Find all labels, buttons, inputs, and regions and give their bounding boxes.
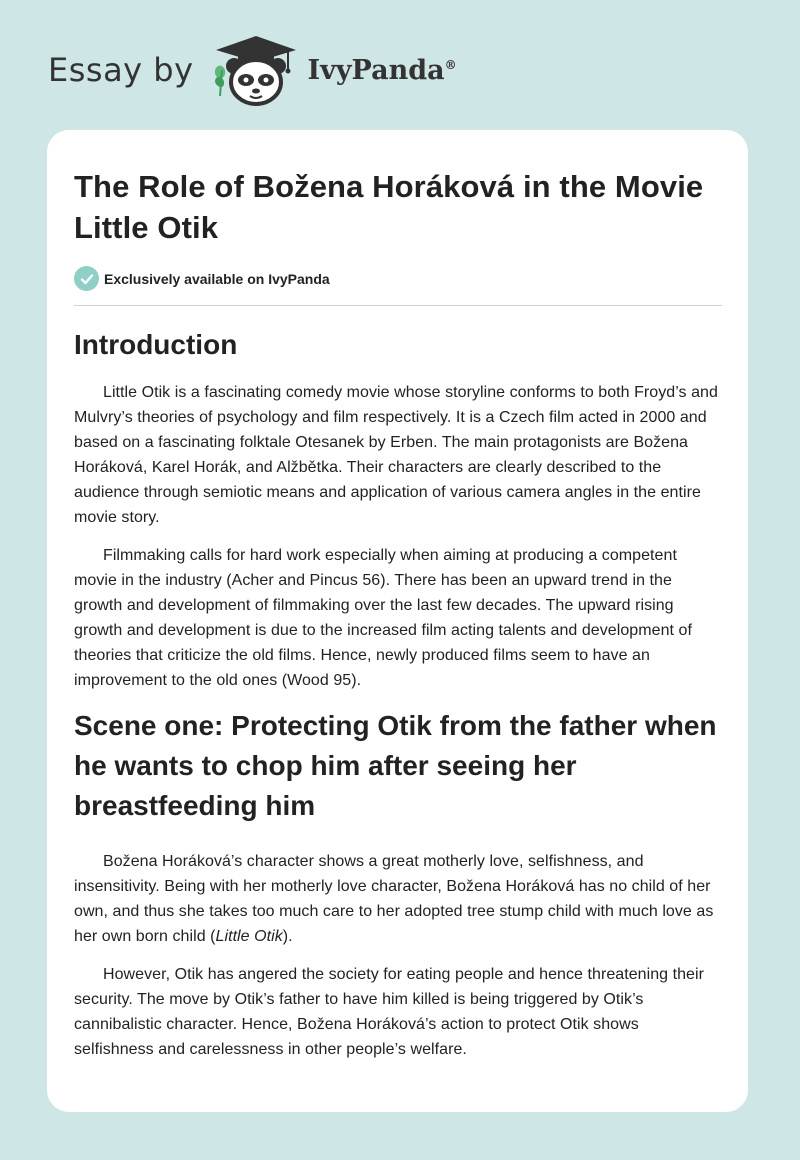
paragraph: However, Otik has angered the society for eating people and hence threatening their security. The move by Otik’s father to have him killed is being triggered by Otik’s cannibalistic character. Hence, Božena Horáková’s action to protect Otik shows selfishness and carelessness in other people’s welfare.: [74, 966, 704, 1058]
paragraph: Little Otik is a fascinating comedy movie whose storyline conforms to both Froyd’s and Mulvry’s theories of psychology and film respectively. It is a Czech film acted in 2000 and based on a fascinating folktale Otesanek by Erben. The main protagonists are Božena Horáková, Karel Horák, and Alžbětka. Their characters are clearly described to the audience through semiotic means and application of various camera angles in the entire movie story.: [74, 384, 718, 526]
paragraph: Božena Horáková’s character shows a great motherly love, selfishness, and insensitivity. Being with her motherly love character, Božena Horáková has no child of her own, and thus she takes too much care to her adopted tree stump child with much love as her own born child (Little Otik).: [74, 853, 714, 945]
brand-name[interactable]: IvyPanda®: [307, 54, 457, 86]
page-title: The Role of Božena Horáková in the Movie Little Otik: [74, 169, 704, 245]
essay-card: [47, 130, 748, 1112]
site-header: [48, 30, 457, 110]
check-icon: [74, 266, 99, 291]
section-heading-scene-one: Scene one: Protecting Otik from the father when he wants to chop him after seeing her breastfeeding him: [74, 710, 717, 821]
paragraph: Filmmaking calls for hard work especially when aiming at producing a competent movie in the industry (Acher and Pincus 56). There has been an upward trend in the growth and development of filmmaking over the last few decades. The upward rising growth and development is due to the increased film acting talents and development of theories that criticize the old films. Hence, newly produced films seem to have an improvement to the old ones (Wood 95).: [74, 547, 692, 689]
essay-by-label: Essay by: [48, 51, 194, 89]
exclusive-badge-label: Exclusively available on IvyPanda: [104, 270, 330, 287]
exclusive-badge: [74, 266, 722, 306]
section-heading-introduction: Introduction: [74, 329, 238, 360]
citation: Little Otik: [215, 928, 283, 945]
registered-mark: ®: [444, 57, 457, 72]
panda-logo-icon[interactable]: [208, 30, 304, 110]
